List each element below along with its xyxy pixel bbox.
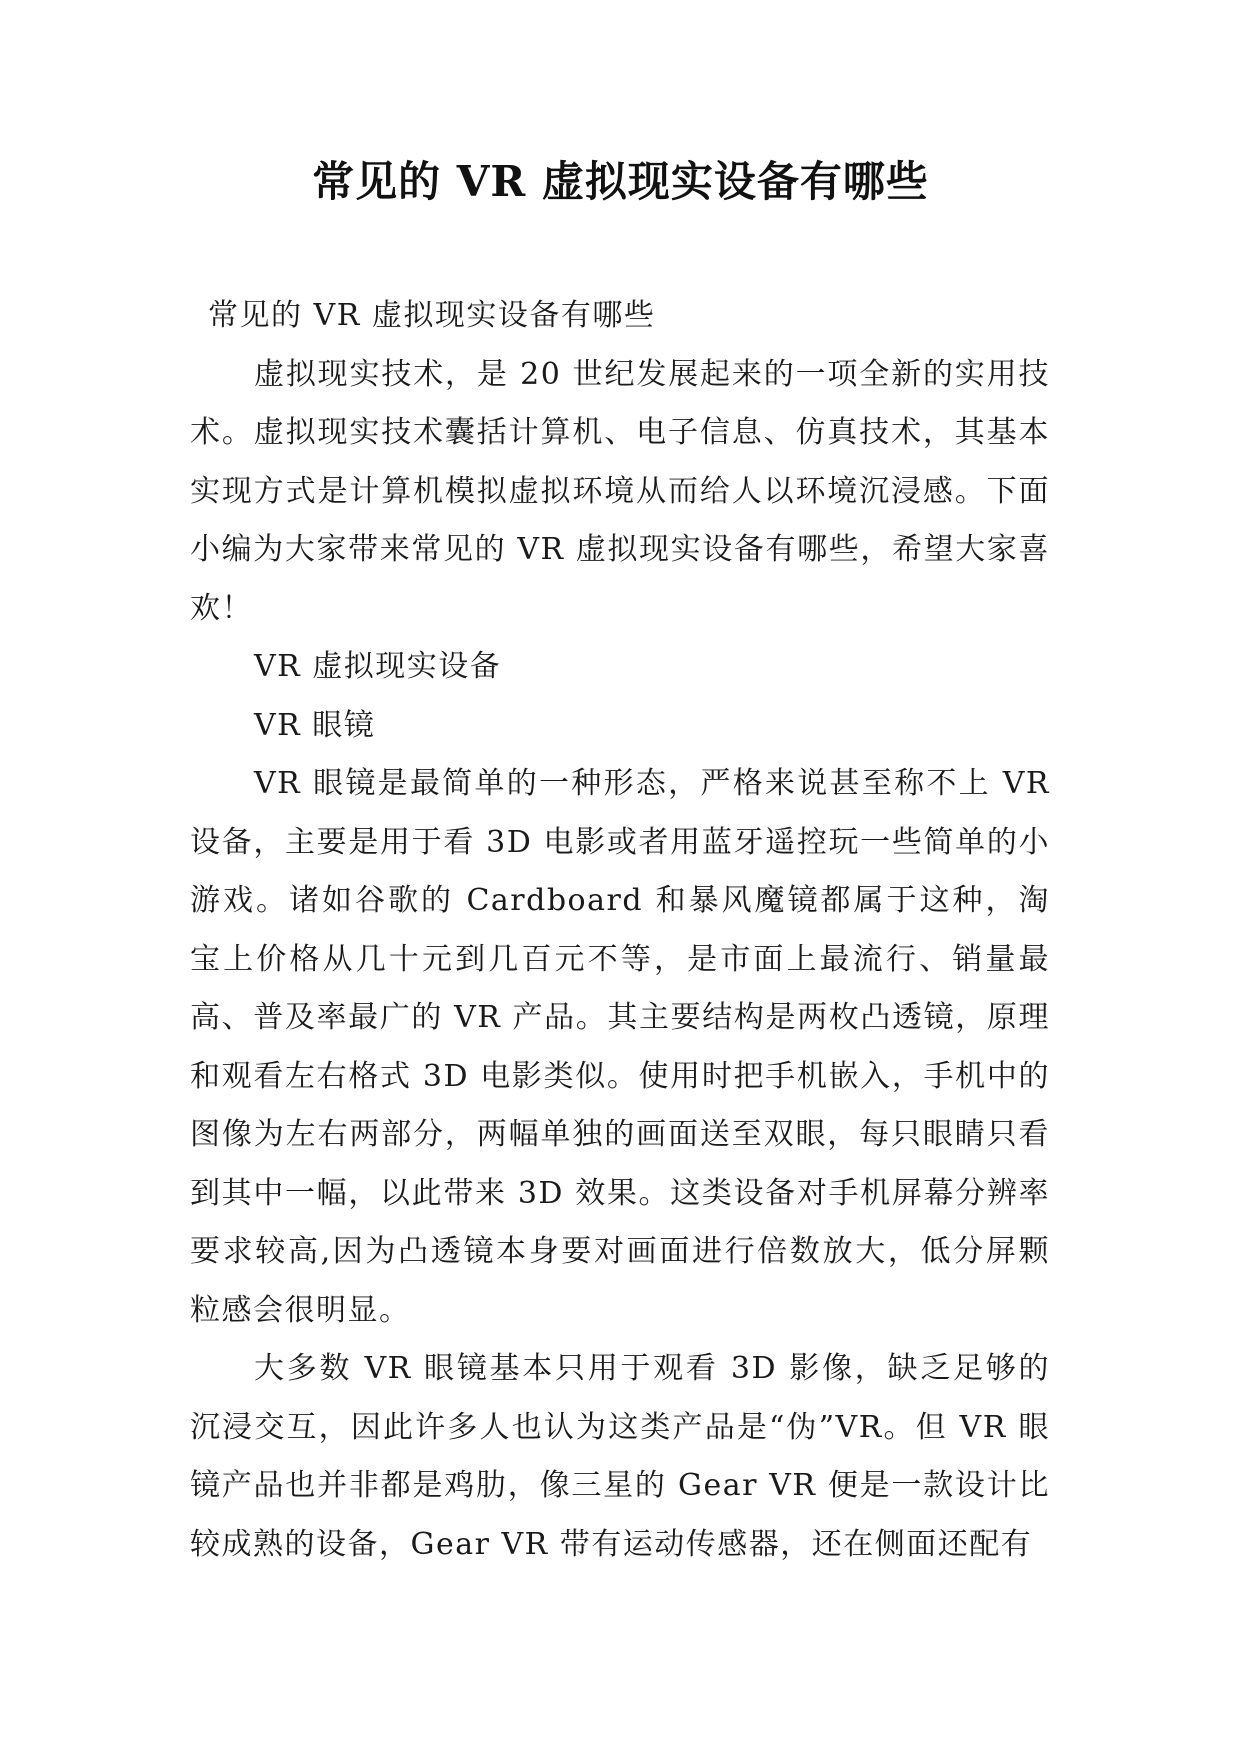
section-heading-vr-glasses: VR 眼镜: [254, 707, 376, 743]
document-subtitle: 常见的 VR 虚拟现实设备有哪些: [208, 298, 656, 333]
paragraph-vr-glasses-description: VR 眼镜是最简单的一种形态，严格来说甚至称不上 VR 设备，主要是用于看 3D 电影或者用蓝牙遥控玩一些简单的小游戏。诸如谷歌的 Cardboard 和暴风魔镜都属于这种，淘宝上价格从几十元到几百元不等，是市面上最流行、销量最高、普及率最广的 VR 产品。其主要结构是两枚凸透镜，原理和观看左右格式 3D 电影类似。使用时把手机嵌入，手机中的图像为左右两部分，两幅单独的画面送至双眼，每只眼睛只看到其中一幅，以此带来 3D 效果。这类设备对手机屏幕分辨率要求较高,因为凸透镜本身要对画面进行倍数放大，低分屏颗粒感会很明显。: [190, 766, 1050, 1328]
paragraph-vr-glasses-gear-vr: 大多数 VR 眼镜基本只用于观看 3D 影像，缺乏足够的沉浸交互，因此许多人也认为这类产品是“伪”VR。但 VR 眼镜产品也并非都是鸡肋，像三星的 Gear VR 便是一款设计比较成熟的设备，Gear VR 带有运动传感器，还在侧面还配有: [190, 1351, 1050, 1562]
document-body: [190, 287, 1050, 1574]
section-heading-vr-devices: VR 虚拟现实设备: [254, 649, 502, 684]
paragraph-intro: 虚拟现实技术，是 20 世纪发展起来的一项全新的实用技术。虚拟现实技术囊括计算机、电子信息、仿真技术，其基本实现方式是计算机模拟虚拟环境从而给人以环境沉浸感。下面小编为大家带来常见的 VR 虚拟现实设备有哪些，希望大家喜欢！: [190, 356, 1050, 626]
document-title: 常见的 VR 虚拟现实设备有哪些: [312, 157, 929, 206]
